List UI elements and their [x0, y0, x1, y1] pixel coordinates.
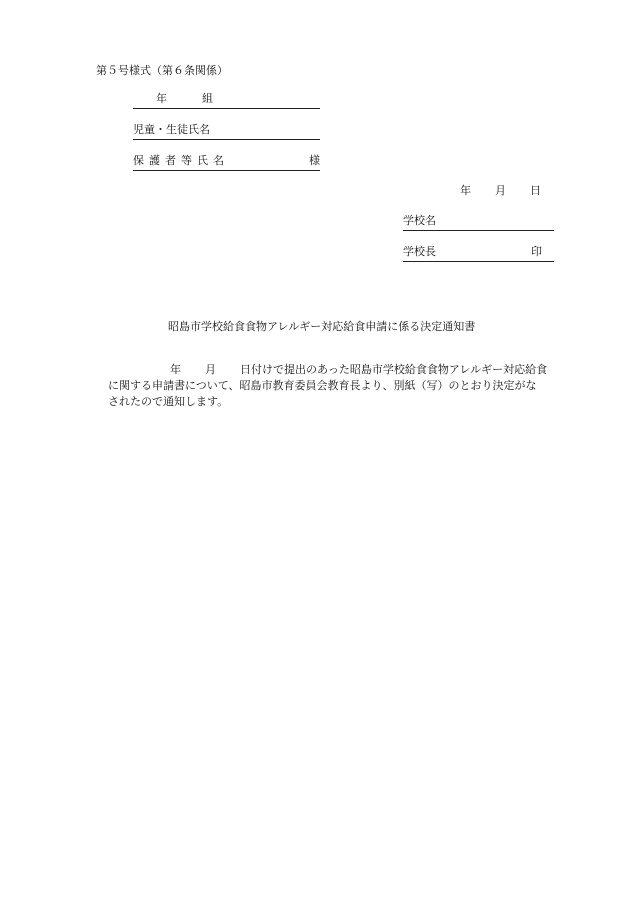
body-line-2: に関する申請書について、昭島市教育委員会教育長より、別紙（写）のとおり決定がな	[108, 379, 537, 392]
class-field[interactable]	[133, 92, 320, 109]
body-line-3: されたので通知します。	[108, 395, 229, 408]
guardian-name-field[interactable]	[133, 154, 320, 171]
date-day-label: 日	[530, 184, 541, 197]
principal-label: 学校長	[403, 245, 436, 258]
notice-body	[108, 362, 578, 410]
honorific-suffix: 様	[309, 154, 320, 167]
student-name-field[interactable]	[133, 123, 320, 140]
class-label: 組	[202, 92, 213, 105]
body-line-1	[108, 362, 578, 378]
guardian-name-label: 保護者等氏名	[133, 154, 229, 167]
body-year: 年	[170, 363, 181, 376]
school-name-field[interactable]	[403, 214, 554, 231]
form-number: 第５号様式（第６条関係）	[96, 64, 228, 77]
date-year-label: 年	[460, 184, 471, 197]
seal-mark: 印	[531, 245, 542, 258]
document-title: 昭島市学校給食食物アレルギー対応給食申請に係る決定通知書	[168, 320, 476, 333]
issue-date	[460, 184, 541, 198]
body-line-1-text: 日付けで提出のあった昭島市学校給食食物アレルギー対応給食	[240, 363, 548, 376]
school-name-label: 学校名	[403, 214, 436, 227]
year-label: 年	[156, 92, 167, 105]
principal-field[interactable]	[403, 245, 554, 262]
student-name-label: 児童・生徒氏名	[133, 123, 210, 136]
date-month-label: 月	[495, 184, 506, 197]
body-month: 月	[205, 363, 216, 376]
